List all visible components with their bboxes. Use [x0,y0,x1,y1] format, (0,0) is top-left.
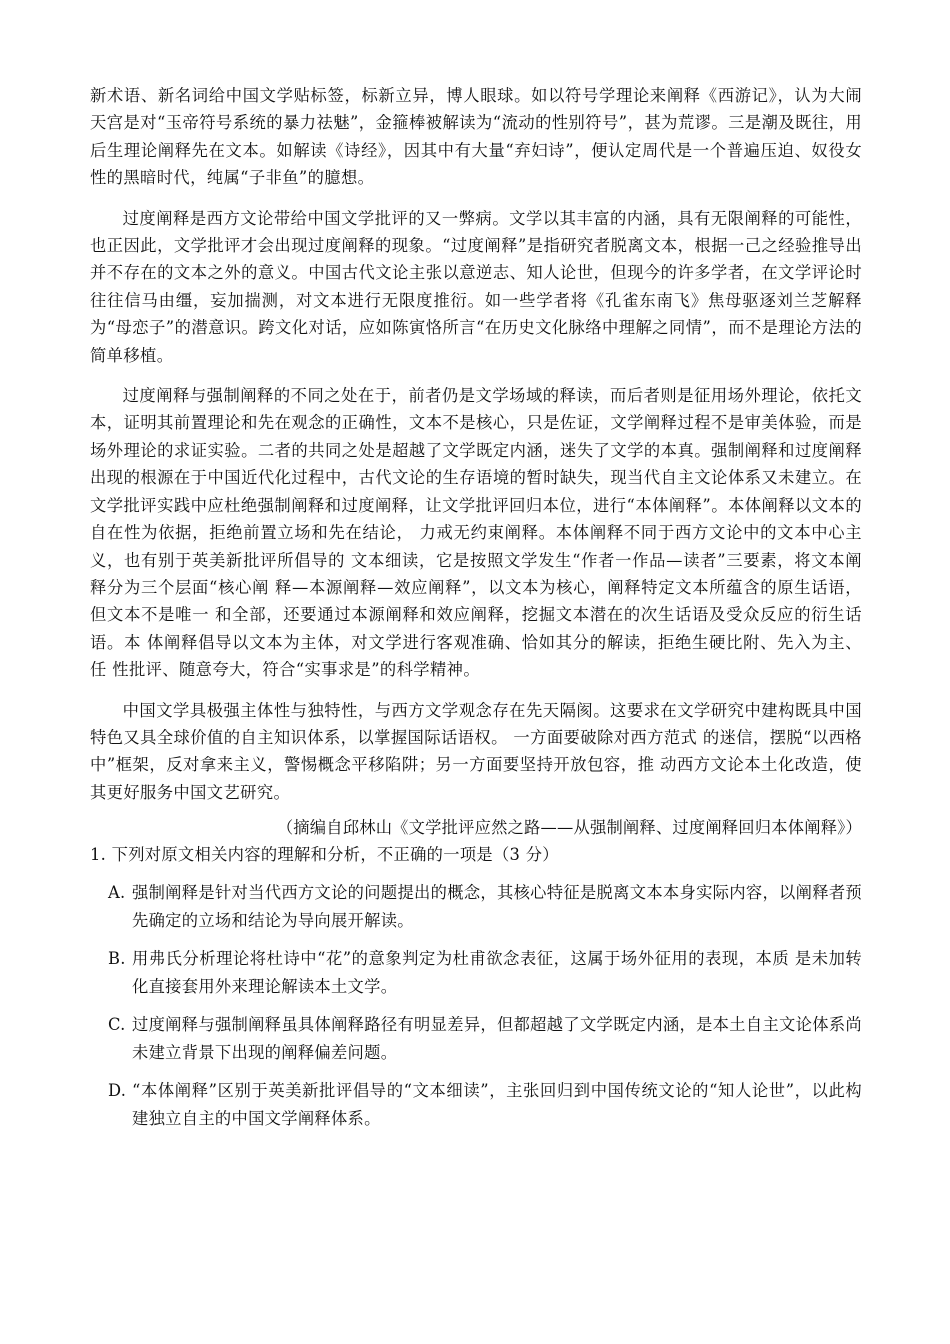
source-citation: （摘编自邱林山《文学批评应然之路——从强制阐释、过度阐释回归本体阐释》） [276,818,862,838]
article-paragraph-3: 过度阐释与强制阐释的不同之处在于，前者仍是文学场域的释读，而后者则是征用场外理论，依托文本，证明其前置理论和先在观念的正确性，文本不是核心，只是佐证，文学阐释过程不是审美体验，而是场外理论的求证实验。二者的共同之处是超越了文学既定内涵，迷失了文学的本真。强制阐释和过度阐释出现的根源在于中国近代化过程中，古代文论的生存语境的暂时缺失，现当代自主文论体系又未建立。在文学批评实践中应杜绝强制阐释和过度阐释，让文学批评回归本位，进行“本体阐释”。本体阐释以文本的自在性为依据，拒绝前置立场和先在结论， 力戒无约束阐释。本体阐释不同于西方文论中的文本中心主义，也有别于英美新批评所倡导的 文本细读，它是按照文学发生“作者一作品—读者”三要素，将文本阐释分为三个层面“核心阐 释—本源阐释—效应阐释”，以文本为核心，阐释特定文本所蕴含的原生话语，但文本不是唯一 和全部，还要通过本源阐释和效应阐释，挖掘文本潜在的次生话语及受众反应的衍生话语。本 体阐释倡导以文本为主体，对文学进行客观准确、恰如其分的解读，拒绝生硬比附、先入为主、任 性批评、随意夸大，符合“实事求是”的科学精神。 [90,386,862,680]
option-d [108,1077,862,1132]
option-b-text: 用弗氏分析理论将杜诗中“花”的意象判定为杜甫欲念表征，这属于场外征用的表现，本质 是未加转化直接套用外来理论解读本土文学。 [132,949,862,996]
option-c-text: 过度阐释与强制阐释虽具体阐释路径有明显差异，但都超越了文学既定内涵，是本土自主文论体系尚未建立背景下出现的阐释偏差问题。 [132,1015,862,1062]
article-paragraph-4: 中国文学具极强主体性与独特性，与西方文学观念存在先天隔阂。这要求在文学研究中建构既具中国特色又具全球价值的自主知识体系，以掌握国际话语权。 一方面要破除对西方范式 的迷信，摆脱“以西格中”框架，反对拿来主义，警惕概念平移陷阱；另一方面要坚持开放包容，推 动西方文论本土化改造，使其更好服务中国文艺研究。 [90,700,862,802]
option-b [108,945,862,1000]
question-stem: 1. 下列对原文相关内容的理解和分析，不正确的一项是（3 分） [90,845,559,865]
article-paragraph-2: 过度阐释是西方文论带给中国文学批评的又一弊病。文学以其丰富的内涵，具有无限阐释的可能性，也正因此，文学批评才会出现过度阐释的现象。“过度阐释”是指研究者脱离文本，根据一己之经验推导出并不存在的文本之外的意义。中国古代文论主张以意逆志、知人论世，但现今的许多学者，在文学评论时往往信马由缰，妄加揣测，对文本进行无限度推衍。如一些学者将《孔雀东南飞》焦母驱逐刘兰芝解释为“母恋子”的潜意识。跨文化对话，应如陈寅恪所言“在历史文化脉络中理解之同情”，而不是理论方法的简单移植。 [90,208,862,365]
option-a-letter: A. [108,883,126,903]
option-a [108,879,862,934]
option-d-letter: D. [108,1081,127,1101]
option-b-letter: B. [108,949,126,969]
option-a-text: 强制阐释是针对当代西方文论的问题提出的概念，其核心特征是脱离文本本身实际内容，以阐释者预先确定的立场和结论为导向展开解读。 [132,883,862,930]
option-c [108,1011,862,1066]
option-c-letter: C. [108,1015,126,1035]
option-d-text: “本体阐释”区别于英美新批评倡导的“文本细读”，主张回归到中国传统文论的“知人论世”，以此构建独立自主的中国文学阐释体系。 [132,1081,862,1128]
article-paragraph-1: 新术语、新名词给中国文学贴标签，标新立异，博人眼球。如以符号学理论来阐释《西游记》，认为大闹天宫是对“玉帝符号系统的暴力祛魅”，金箍棒被解读为“流动的性别符号”，甚为荒谬。三是潮及既往，用后生理论阐释先在文本。如解读《诗经》，因其中有大量“弃妇诗”，便认定周代是一个普遍压迫、奴役女性的黑暗时代，纯属“子非鱼”的臆想。 [90,86,862,188]
document-page [90,82,862,1132]
